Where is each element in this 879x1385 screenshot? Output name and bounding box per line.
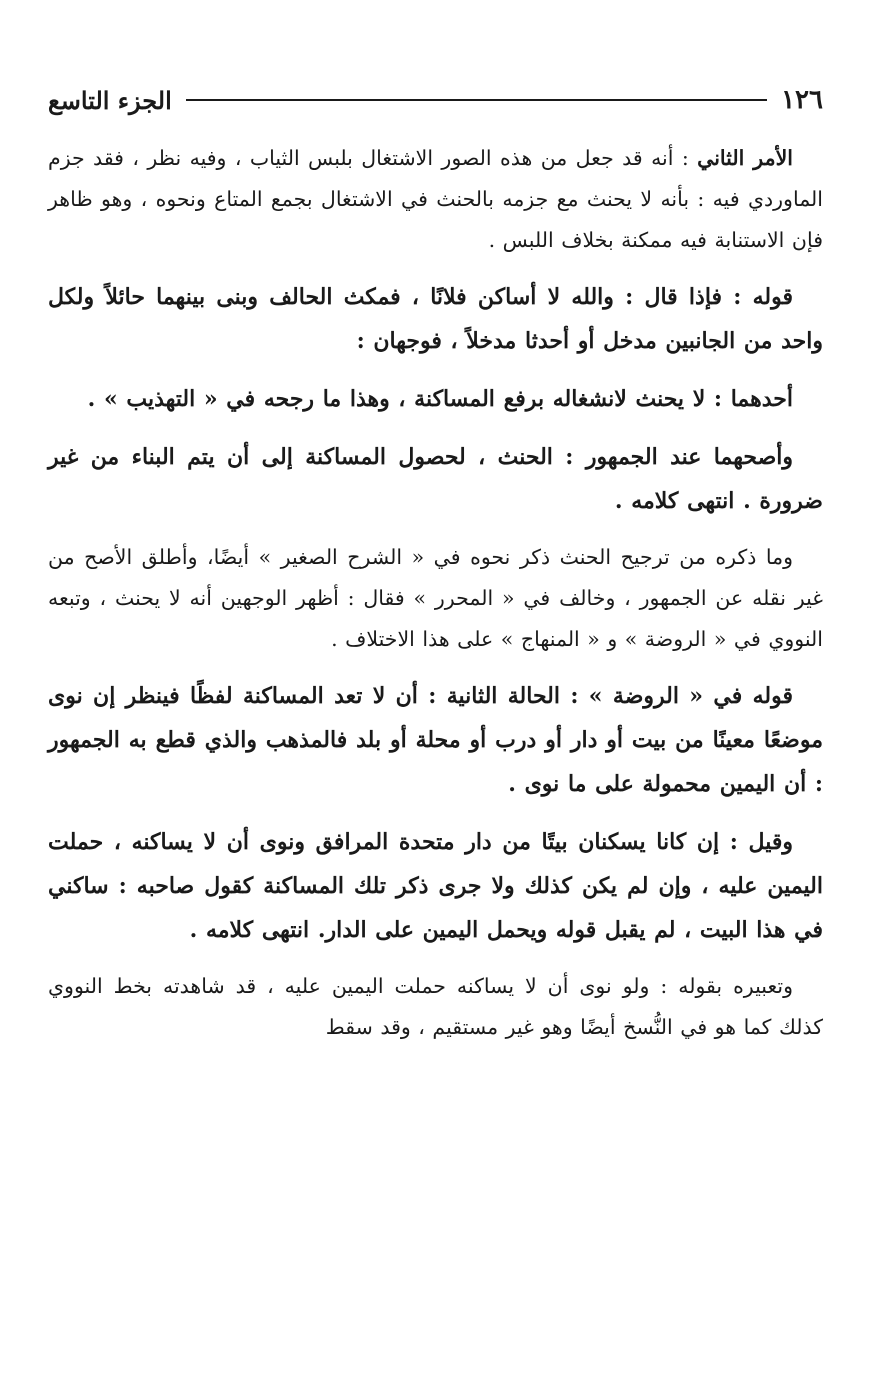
- paragraph: [48, 674, 823, 806]
- paragraph: [48, 275, 823, 363]
- paragraph-text: وأصحهما عند الجمهور : الحنث ، لحصول المساكنة إلى أن يتم البناء من غير ضرورة . انتهى كلامه .: [48, 444, 823, 514]
- paragraph: [48, 377, 823, 421]
- header-rule: [186, 99, 767, 101]
- running-title: الجزء التاسع: [48, 85, 172, 115]
- page-number: ١٢٦: [781, 85, 823, 115]
- book-page: [48, 80, 823, 1062]
- paragraph-text: وتعبيره بقوله : ولو نوى أن لا يساكنه حملت اليمين عليه ، قد شاهدته بخط النووي كذلك كما هو في النُّسخ أيضًا وهو غير مستقيم ، وقد سقط: [48, 974, 823, 1039]
- paragraph: [48, 435, 823, 523]
- paragraph-text: أحدهما : لا يحنث لانشغاله برفع المساكنة ، وهذا ما رجحه في « التهذيب » .: [87, 386, 793, 412]
- paragraph-text: قوله : فإذا قال : والله لا أساكن فلانًا ، فمكث الحالف وبنى بينهما حائلاً ولكل واحد من الجانبين مدخل أو أحدثا مدخلاً ، فوجهان :: [48, 284, 823, 354]
- page-header: [48, 80, 823, 120]
- paragraph-text: قوله في « الروضة » : الحالة الثانية : أن لا تعد المساكنة لفظًا فينظر إن نوى موضعًا معينًا من بيت أو دار أو درب أو محلة أو بلد فالمذهب والذي قطع به الجمهور : أن اليمين محمولة على ما نوى .: [48, 683, 823, 797]
- paragraph: [48, 820, 823, 952]
- paragraph-text: وما ذكره من ترجيح الحنث ذكر نحوه في « الشرح الصغير » أيضًا، وأطلق الأصح من غير نقله عن الجمهور ، وخالف في « المحرر » فقال : أظهر الوجهين أنه لا يحنث ، وتبعه النووي في « الروضة » و « المنهاج » على هذا الاختلاف .: [48, 545, 823, 651]
- paragraph-text: وقيل : إن كانا يسكنان بيتًا من دار متحدة المرافق ونوى أن لا يساكنه ، حملت اليمين عليه ، وإن لم يكن كذلك ولا جرى ذكر تلك المساكنة كقول صاحبه : ساكني في هذا البيت ، لم يقبل قوله ويحمل اليمين على الدار. انتهى كلامه .: [48, 829, 823, 943]
- paragraph: [48, 138, 823, 261]
- paragraph-text: : أنه قد جعل من هذه الصور الاشتغال بلبس الثياب ، وفيه نظر ، فقد جزم الماوردي فيه : بأنه لا يحنث مع جزمه بالحنث في الاشتغال بجمع المتاع ونحوه ، وهو ظاهر فإن الاستنابة فيه ممكنة بخلاف اللبس .: [48, 146, 823, 252]
- paragraph: [48, 966, 823, 1048]
- paragraph: [48, 537, 823, 660]
- page-body: [48, 138, 823, 1048]
- paragraph-lead: الأمر الثاني: [697, 146, 793, 170]
